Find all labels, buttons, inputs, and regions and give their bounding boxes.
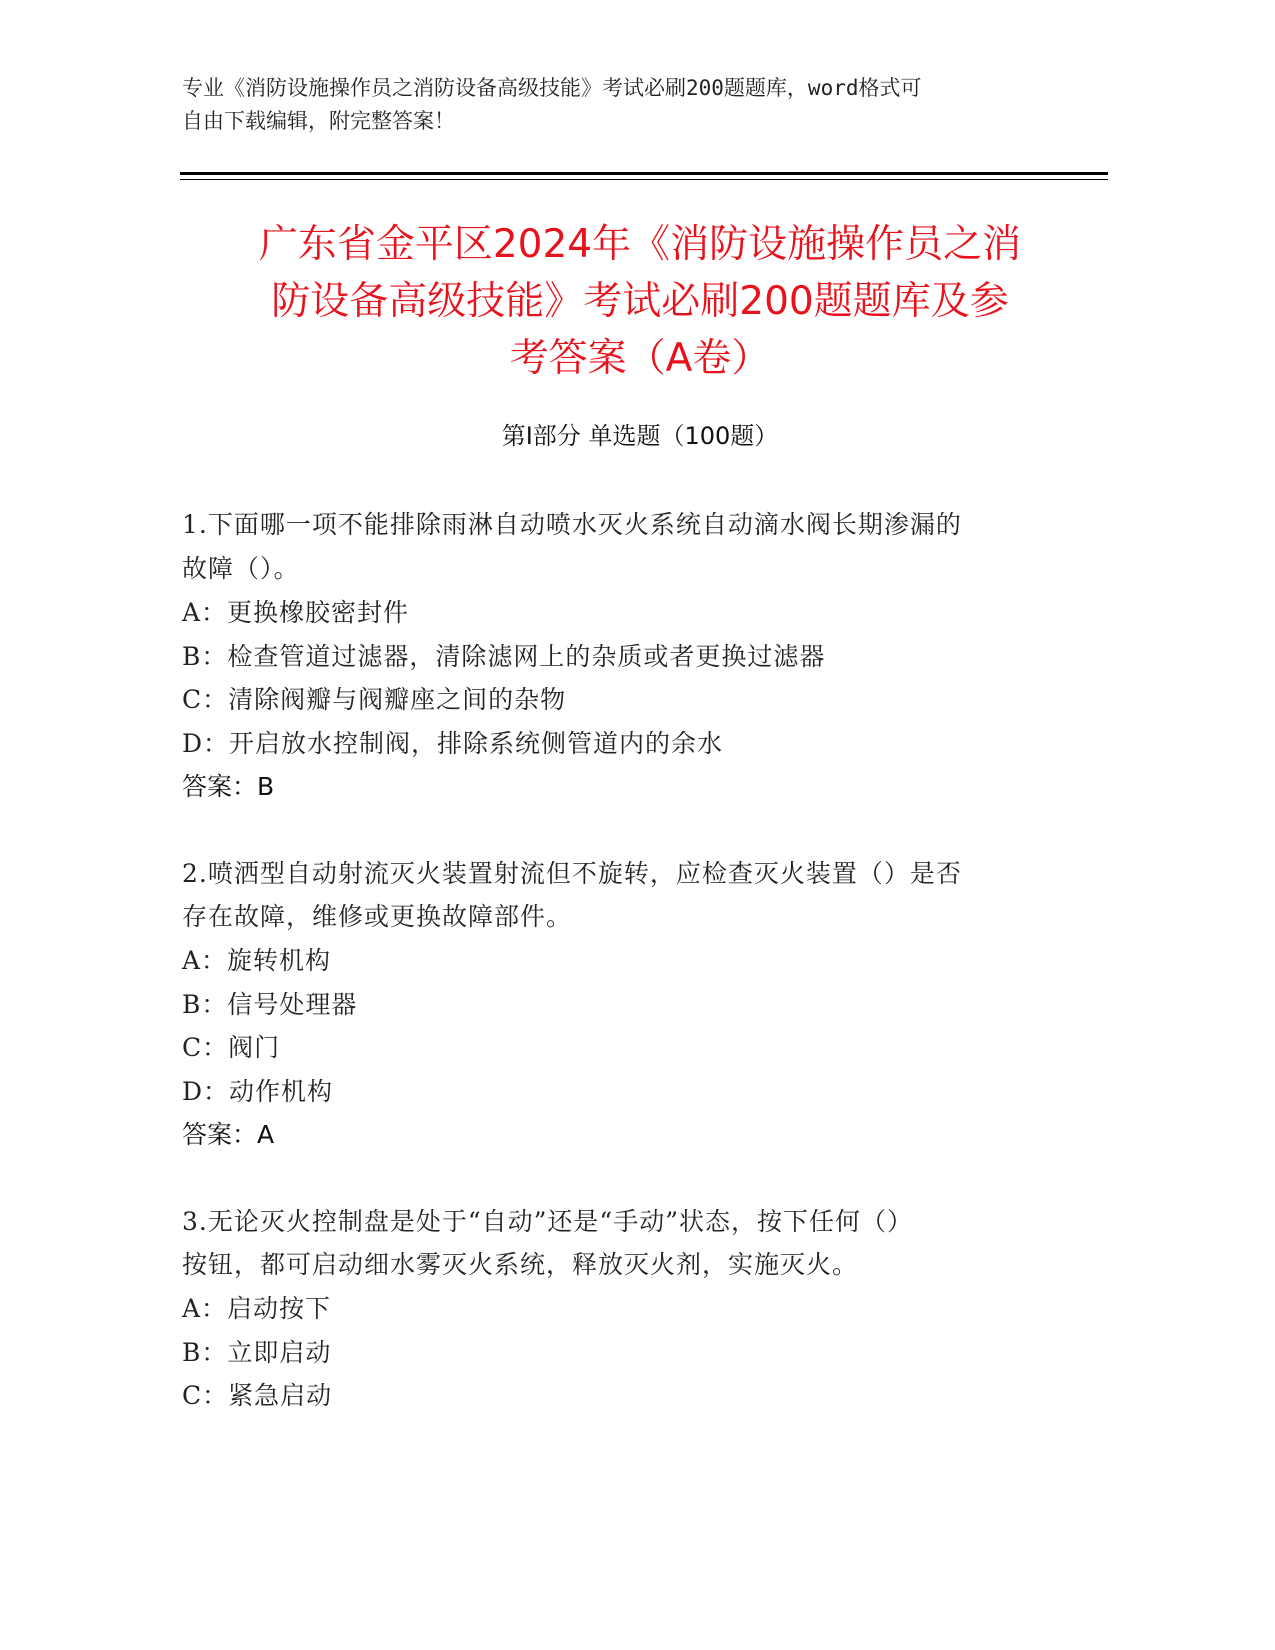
answer-label: 答案：A bbox=[182, 1120, 275, 1149]
document-title bbox=[160, 216, 1120, 387]
question-stem: 2.喷洒型自动射流灭火装置射流但不旋转，应检查灭火装置（）是否 bbox=[182, 859, 962, 888]
question-stem: 存在故障，维修或更换故障部件。 bbox=[182, 902, 573, 931]
title-line: 防设备高级技能》考试必刷200题题库及参 bbox=[271, 279, 1009, 324]
option-item: C：清除阀瓣与阀瓣座之间的杂物 bbox=[182, 685, 567, 714]
title-line: 广东省金平区2024年《消防设施操作员之消 bbox=[258, 222, 1022, 267]
option-item: D：开启放水控制阀，排除系统侧管道内的余水 bbox=[182, 729, 724, 758]
option-item: A：旋转机构 bbox=[182, 946, 332, 975]
option-item: C：紧急启动 bbox=[182, 1381, 333, 1410]
option-item: D：动作机构 bbox=[182, 1077, 334, 1106]
option-item: B：检查管道过滤器，清除滤网上的杂质或者更换过滤器 bbox=[182, 642, 826, 671]
header-note-line: 专业《消防设施操作员之消防设备高级技能》考试必刷200题题库，word格式可 bbox=[182, 76, 922, 100]
question-stem: 故障（）。 bbox=[182, 554, 300, 583]
question-stem: 1.下面哪一项不能排除雨淋自动喷水灭火系统自动滴水阀长期渗漏的 bbox=[182, 510, 962, 539]
question-stem: 按钮，都可启动细水雾灭火系统，释放灭火剂，实施灭火。 bbox=[182, 1250, 859, 1279]
option-item: B：立即启动 bbox=[182, 1338, 332, 1367]
header-divider-thick bbox=[180, 172, 1108, 175]
header-note-line: 自由下载编辑，附完整答案！ bbox=[182, 109, 455, 133]
section-heading: 第Ⅰ部分 单选题（100题） bbox=[501, 422, 779, 450]
option-item: C：阀门 bbox=[182, 1033, 281, 1062]
question-stem: 3.无论灭火控制盘是处于“自动”还是“手动”状态，按下任何（） bbox=[182, 1207, 913, 1236]
answer-label: 答案：B bbox=[182, 772, 275, 801]
option-item: B：信号处理器 bbox=[182, 990, 358, 1019]
option-item: A：启动按下 bbox=[182, 1294, 332, 1323]
title-line: 考答案（A卷） bbox=[509, 336, 771, 381]
header-divider-thin bbox=[180, 179, 1108, 180]
option-item: A：更换橡胶密封件 bbox=[182, 598, 410, 627]
header-note bbox=[182, 72, 1062, 138]
